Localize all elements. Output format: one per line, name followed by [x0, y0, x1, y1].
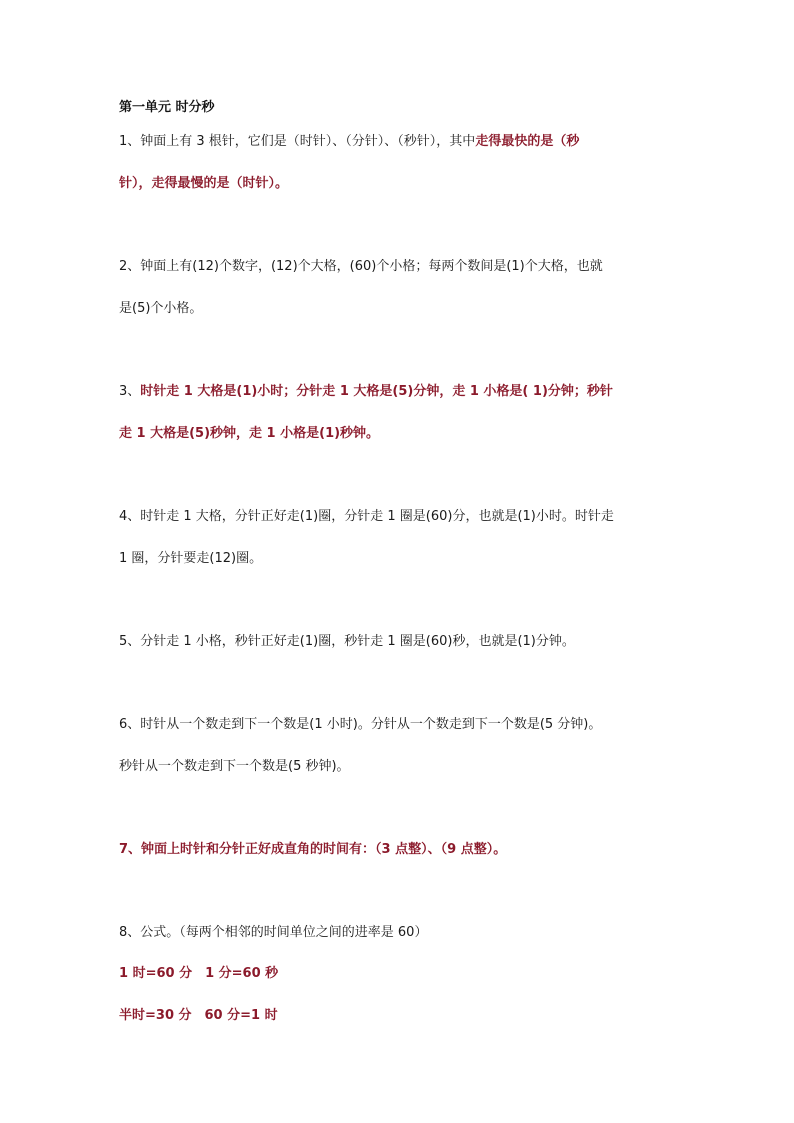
item-2-line-1: 2、钟面上有(12)个数字，(12)个大格，(60)个小格；每两个数间是(1)个大格，也就 [119, 259, 603, 274]
item-6-line-1: 6、时针从一个数走到下一个数是(1 小时)。分针从一个数走到下一个数是(5 分钟)。 [119, 717, 602, 732]
item-3-line-1 [119, 382, 679, 402]
item-1-line-2: 针），走得最慢的是（时针）。 [119, 176, 289, 191]
item-3-number: 3、 [119, 384, 141, 399]
item-4-line-1: 4、时针走 1 大格，分针正好走(1)圈，分针走 1 圈是(60)分，也就是(1)小时。时针走 [119, 509, 614, 524]
item-4-line-2: 1 圈，分针要走(12)圈。 [119, 551, 263, 566]
item-7-line-1: 7、钟面上时针和分针正好成直角的时间有：（3 点整）、（9 点整）。 [119, 842, 507, 857]
item-8-line-1: 8、公式。（每两个相邻的时间单位之间的进率是 60） [119, 925, 428, 940]
item-5-line-1: 5、分针走 1 小格，秒针正好走(1)圈，秒针走 1 圈是(60)秒，也就是(1)分钟。 [119, 634, 575, 649]
item-6-line-2: 秒针从一个数走到下一个数是(5 秒钟)。 [119, 759, 350, 774]
item-2-line-2: 是(5)个小格。 [119, 301, 203, 316]
item-1-highlight: 走得最快的是（秒 [475, 134, 580, 149]
unit-title: 第一单元 时分秒 [119, 100, 215, 115]
item-1-text: 1、钟面上有 3 根针，它们是（时针）、（分针）、（秒针），其中 [119, 134, 476, 149]
item-1-line-1 [119, 132, 679, 152]
formula-line-1: 1 时=60 分 1 分=60 秒 [119, 966, 279, 981]
formula-line-2: 半时=30 分 60 分=1 时 [119, 1008, 278, 1023]
item-3-highlight: 时针走 1 大格是(1)小时；分针走 1 大格是(5)分钟，走 1 小格是( 1)分钟；秒针 [140, 384, 613, 399]
item-3-line-2: 走 1 大格是(5)秒钟，走 1 小格是(1)秒钟。 [119, 426, 380, 441]
